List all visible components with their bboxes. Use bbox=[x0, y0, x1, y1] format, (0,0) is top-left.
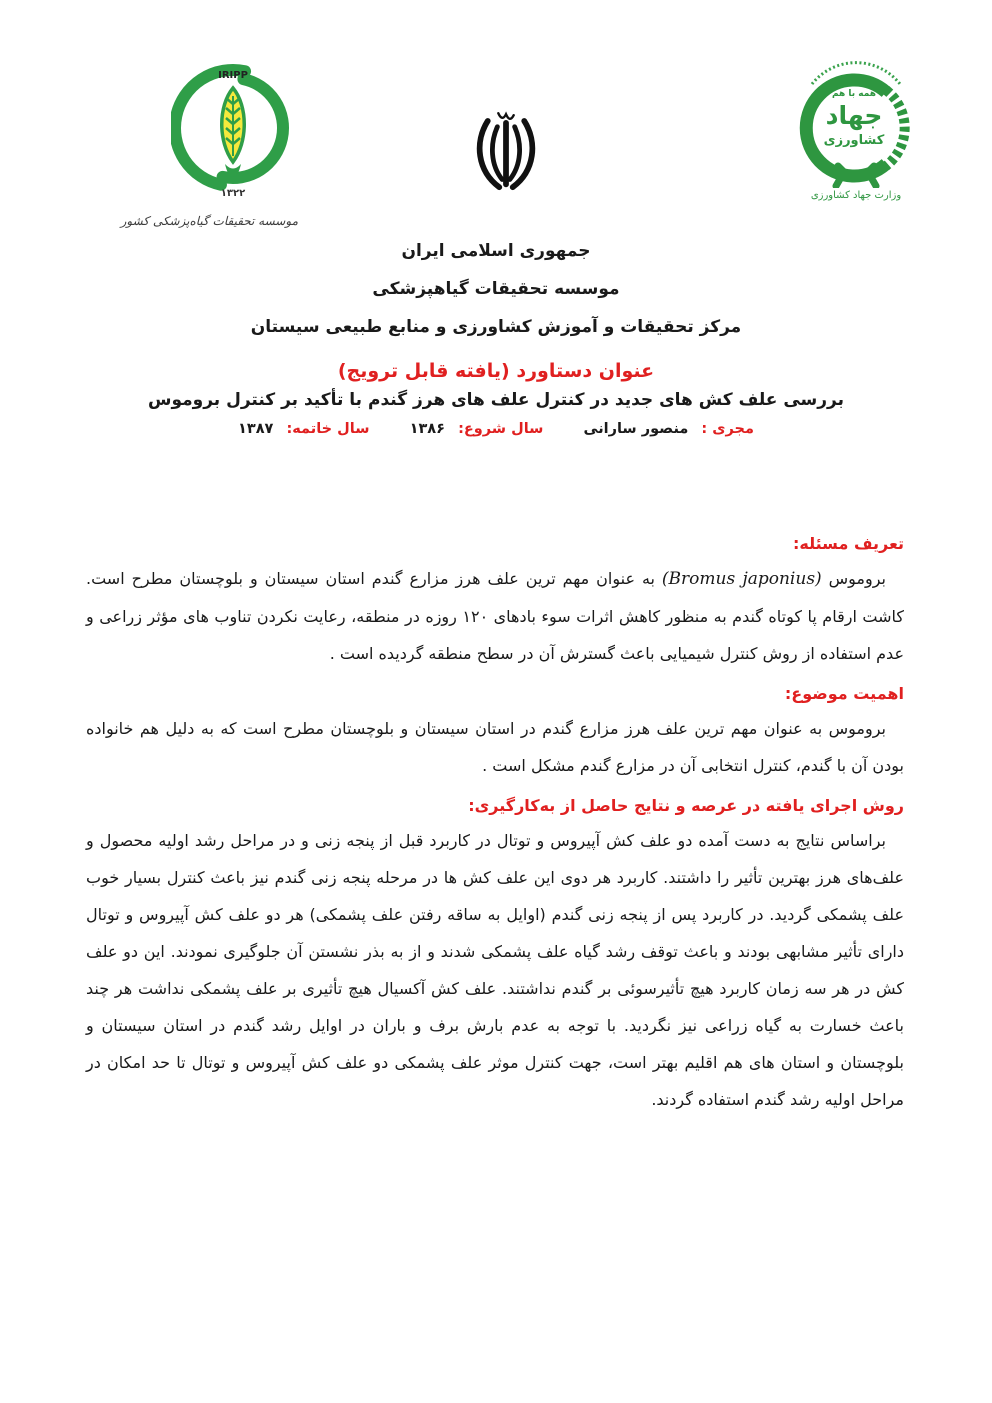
end-year-value: ۱۳۸۷ bbox=[238, 421, 274, 437]
latin-species-name: (Bromus japonius) bbox=[661, 569, 822, 589]
section-heading-problem-definition: تعریف مسئله: bbox=[793, 534, 904, 553]
iran-emblem-icon bbox=[458, 96, 554, 192]
executor-label: مجری : bbox=[701, 421, 754, 437]
org-header-country: جمهوری اسلامی ایران bbox=[401, 241, 591, 261]
paragraph-text: بروموس bbox=[821, 569, 887, 588]
jahad-logo-icon bbox=[786, 48, 926, 188]
jahad-sub-text: کشاورزی bbox=[823, 133, 885, 148]
document-body bbox=[86, 522, 904, 1123]
project-meta bbox=[0, 421, 992, 437]
org-header bbox=[0, 232, 992, 346]
iripp-logo bbox=[120, 62, 298, 228]
paragraph-text: به عنوان مهم ترین علف هرز مزارع گندم استان سیستان و بلوچستان مطرح است. کاشت ارقام پا کوتاه گندم به منظور کاهش اثرات سوء بادهای ۱۲۰ روزه در منطقه، رعایت نکردن تناوب های مؤثر زراعی و عدم استفاده از روش کنترل شیمیایی باعث گسترش آن در سطح منطقه گردیده است . bbox=[86, 569, 905, 663]
jahad-caption: وزارت جهاد کشاورزی bbox=[810, 190, 902, 201]
iripp-caption: موسسه تحقیقات گیاه‌پزشکی کشور bbox=[120, 214, 298, 228]
iripp-year: ۱۳۲۲ bbox=[220, 188, 246, 199]
org-header-center: مرکز تحقیقات و آموزش کشاورزی و منابع طبیعی سیستان bbox=[250, 317, 742, 337]
project-title: بررسی علف کش های جدید در کنترل علف های هرز گندم با تأکید بر کنترل بروموس bbox=[148, 390, 844, 410]
section-heading-importance: اهمیت موضوع: bbox=[784, 684, 904, 703]
title-block bbox=[0, 360, 992, 437]
section-heading-method-results: روش اجرای یافته در عرصه و نتایج حاصل از به‌کارگیری: bbox=[468, 796, 904, 815]
jahad-keshavarzi-logo bbox=[784, 48, 928, 201]
problem-definition-paragraph bbox=[86, 560, 904, 672]
iripp-logo-icon bbox=[171, 62, 295, 212]
jahad-main-text: جهاد bbox=[825, 101, 883, 130]
start-year-label: سال شروع: bbox=[458, 421, 544, 437]
jahad-top-text: همه با هم bbox=[831, 89, 877, 99]
importance-paragraph: بروموس به عنوان مهم ترین علف هرز مزارع گندم در استان سیستان و بلوچستان مطرح است که به دلیل هم خانواده بودن آن با گندم، کنترل انتخابی آن در مزارع گندم مشکل است . bbox=[86, 719, 904, 775]
org-header-institute: موسسه تحقیقات گیاهپزشکی bbox=[372, 279, 620, 299]
method-results-paragraph: براساس نتایج به دست آمده دو علف کش آپیروس و توتال در کاربرد قبل از پنجه زنی و در مراحل رشد اولیه محصول و علف‌های هرز بهترین تأثیر را داشتند. کاربرد هر دوی این علف کش ها در مرحله پنجه زنی گندم نیز باعث کنترل بسیار خوب علف پشمکی گردید. در کاربرد پس از پنجه زنی گندم (اوایل به ساقه رفتن علف پشمکی) هر دو علف کش آپیروس و توتال دارای تأثیر مشابهی بودند و باعث توقف رشد گیاه علف پشمکی شدند و از به بذر نشستن آن جلوگیری نمودند. این دو علف کش در هر سه زمان کاربرد هیچ تأثیرسوئی بر گندم نداشتند. علف کش آکسیال هیچ تأثیری بر علف پشمکی نداشت هر چند باعث خسارت به گیاه زراعی نیز نگردید. با توجه به عدم بارش برف و باران در اوایل رشد گندم در استان سیستان و بلوچستان و استان های هم اقلیم بهتر است، جهت کنترل موثر علف پشمکی دو علف کش آپیروس و توتال تا حد امکان در مراحل اولیه رشد گندم استفاده گردند. bbox=[86, 831, 904, 1109]
achievement-title: عنوان دستاورد (یافته قابل ترویج) bbox=[337, 360, 655, 382]
iran-emblem bbox=[458, 96, 554, 192]
iripp-acronym: IRIPP bbox=[218, 70, 248, 81]
executor-name: منصور سارانی bbox=[583, 421, 689, 437]
start-year-value: ۱۳۸۶ bbox=[409, 421, 445, 437]
end-year-label: سال خاتمه: bbox=[286, 421, 370, 437]
